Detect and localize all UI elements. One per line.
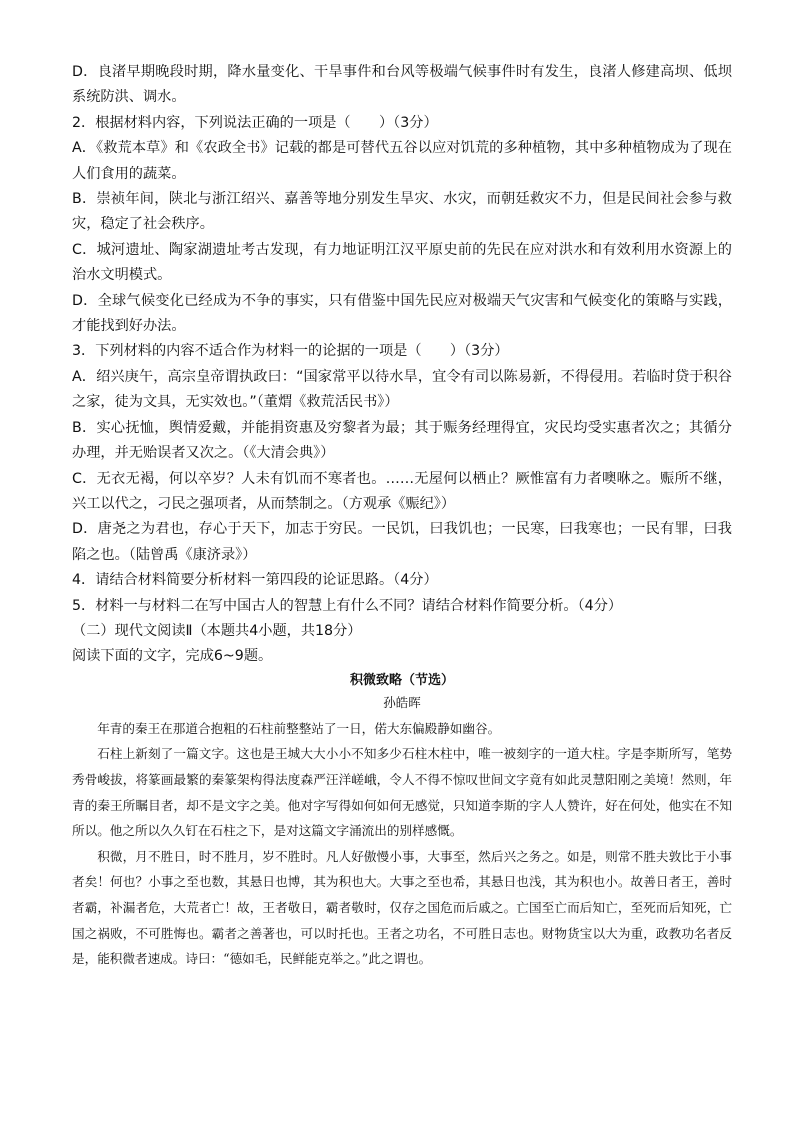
article-paragraph-1: 年青的秦王在那道合抱粗的石柱前整整站了一日，偌大东偏殿静如幽谷。 <box>97 720 501 736</box>
page-content <box>72 60 732 972</box>
q2-option-d: D．全球气候变化已经成为不争的事实，只有借鉴中国先民应对极端天气灾害和气候变化的策略与实践，才能找到好办法。 <box>72 292 732 335</box>
q3-stem: 3．下列材料的内容不适合作为材料一的论据的一项是（ ）（3分） <box>72 343 509 360</box>
article-title: 积微致略（节选） <box>349 672 454 688</box>
q2-option-a: A．《救荒本草》和《农政全书》记载的都是可替代五谷以应对饥荒的多种植物，其中多种植物成为了现在人们食用的蔬菜。 <box>72 140 732 182</box>
q2-option-c: C．城河遗址、陶家湖遗址考古发现，有力地证明江汉平原史前的先民在应对洪水和有效利用水资源上的治水文明模式。 <box>72 241 732 284</box>
q2-option-b: B．崇祯年间，陕北与浙江绍兴、嘉善等地分别发生旱灾、水灾，而朝廷救灾不力，但是民间社会参与救灾，稳定了社会秩序。 <box>72 191 732 233</box>
section2-instruction: 阅读下面的文字，完成6~9题。 <box>72 648 273 665</box>
q2-stem: 2．根据材料内容，下列说法正确的一项是（ ）（3分） <box>72 114 438 131</box>
q1-option-d: D．良渚早期晚段时期，降水量变化、干旱事件和台风等极端气候事件时有发生，良渚人修建高坝、低坝系统防洪、调水。 <box>72 64 732 106</box>
q3-option-d: D．唐尧之为君也，存心于天下，加志于穷民。一民饥，曰我饥也；一民寒，曰我寒也；一民有罪，曰我陷之也。（陆曾禹《康济录》） <box>72 521 732 563</box>
article-paragraph-2: 石柱上新刻了一篇文字。这也是王城大大小小不知多少石柱木柱中，唯一被刻字的一道大柱。字是李斯所写，笔势秀骨峻拔，将篆画最繁的秦篆架构得法度森严汪洋嵯峨，令人不得不惊叹世间文字竟有如此灵慧阳刚之美境！然则，年青的秦王所瞩目者，却不是文字之美。他对字写得如何如何无感觉，只知道李斯的字人人赞许，好在何处，他实在不知所以。他之所以久久钉在石柱之下，是对这篇文字涌流出的别样感慨。 <box>72 746 732 839</box>
q3-option-c: C．无衣无褐，何以卒岁？人未有饥而不寒者也。……无屋何以栖止？厥惟富有力者噢咻之。赈所不继，兴工以代之，刁民之强项者，从而禁制之。（方观承《赈纪》） <box>72 470 732 512</box>
q4-stem: 4．请结合材料简要分析材料一第四段的论证思路。（4分） <box>72 572 438 589</box>
q5-stem: 5．材料一与材料二在写中国古人的智慧上有什么不同？请结合材料作简要分析。（4分） <box>72 597 623 614</box>
section2-heading: （二）现代文阅读Ⅱ（本题共4小题，共18分） <box>72 622 362 639</box>
q3-option-a: A．绍兴庚午，高宗皇帝谓执政曰：“国家常平以待水旱，宜令有司以陈易新，不得侵用。若临时贷于积谷之家，徒为文具，无实效也。”（董煟《救荒活民书》） <box>72 368 732 411</box>
article-paragraph-3: 积微，月不胜日，时不胜月，岁不胜时。凡人好傲慢小事，大事至，然后兴之务之。如是，则常不胜夫敦比于小事者矣！何也？小事之至也数，其悬日也博，其为积也大。大事之至也希，其悬日也浅，其为积也小。故善日者王，善时者霸，补漏者危，大荒者亡！故，王者敬日，霸者敬时，仅存之国危而后戚之。亡国至亡而后知亡，至死而后知死，亡国之祸败，不可胜悔也。霸者之善著也，可以时托也。王者之功名，不可胜日志也。财物货宝以大为重，政教功名者反是，能积微者速成。诗曰：“德如毛，民鲜能克举之。”此之谓也。 <box>72 848 732 967</box>
article-author: 孙皓晖 <box>383 694 421 710</box>
q3-option-b: B．实心抚恤，舆情爱戴，并能捐资惠及穷黎者为最；其于赈务经理得宜，灾民均受实惠者次之；其循分办理，并无贻误者又次之。（《大清会典》） <box>72 419 732 462</box>
